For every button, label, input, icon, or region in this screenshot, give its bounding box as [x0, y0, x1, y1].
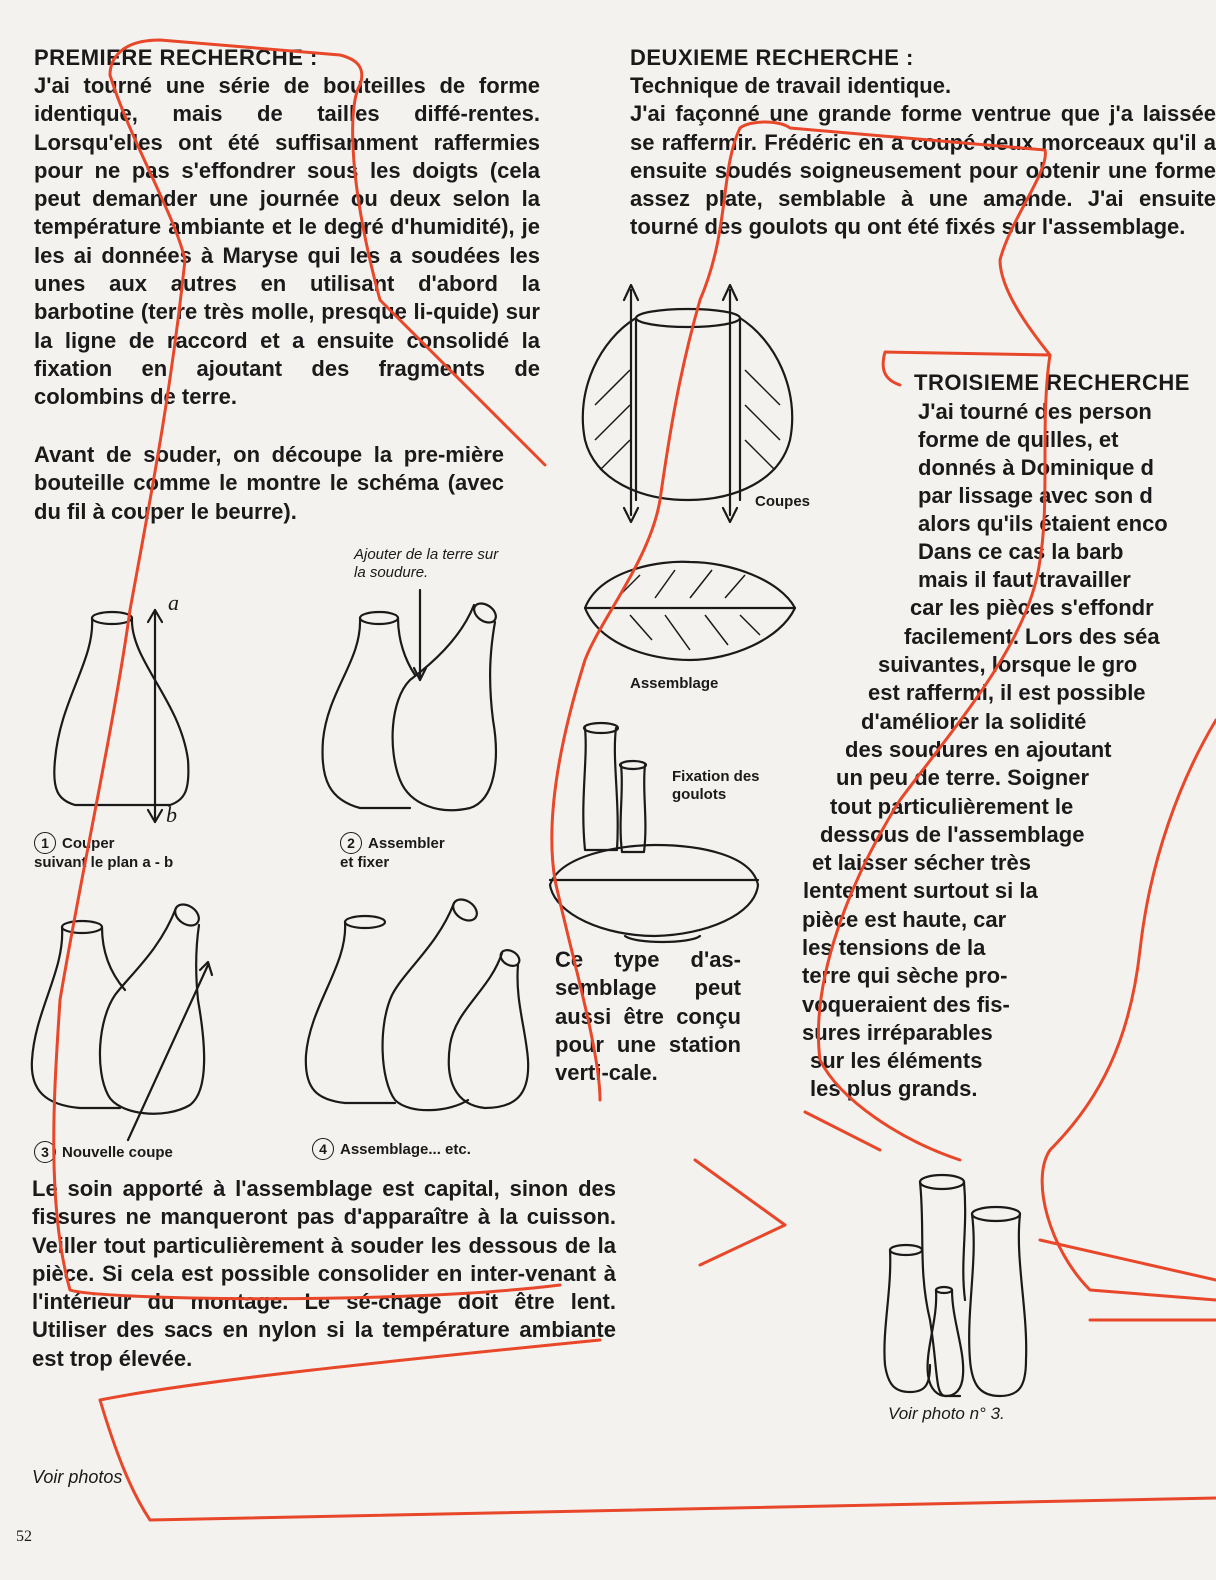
section3-line: sures irréparables: [802, 1020, 993, 1045]
section3-line: J'ai tourné des person: [918, 399, 1152, 424]
bottle-drawing-step2: [322, 590, 499, 810]
section2-paragraph1: J'ai façonné une grande forme ventrue que j'a laissée se raffermir. Frédéric en a coupé deux morceaux qu'il a ensuite soudés soigneusement pour obtenir une forme assez plate, semblable à une amande. J'ai ensuite tourné des goulots qu ont été fixés sur l'assemblage.: [630, 101, 1216, 240]
section3-line: alors qu'ils étaient enco: [918, 511, 1168, 536]
section3-line: sur les éléments: [810, 1048, 983, 1073]
section2-subtitle: Technique de travail identique.: [630, 73, 952, 98]
section3-line: un peu de terre. Soigner: [836, 765, 1090, 790]
red-annotation-overlay: [54, 40, 1216, 1520]
label-b: b: [166, 802, 177, 827]
section3-line: voqueraient des fis-: [802, 992, 1010, 1017]
section3-line: les plus grands.: [810, 1076, 978, 1101]
section1-title: PREMIERE RECHERCHE :: [34, 45, 318, 70]
section3-line: par lissage avec son d: [918, 483, 1153, 508]
label-a: a: [168, 590, 179, 615]
step-2-label: Assembler: [368, 835, 445, 852]
step-4-label: Assemblage... etc.: [340, 1141, 471, 1158]
label-assemblage: Assemblage: [630, 675, 719, 692]
section1-paragraph2: Avant de souder, on découpe la pre-mière bouteille comme le montre le schéma (avec du fil à couper le beurre).: [34, 442, 504, 524]
section3-line: facilement. Lors des séa: [904, 624, 1160, 649]
section3-line: pièce est haute, car: [802, 907, 1007, 932]
section3-line: suivantes, lorsque le gro: [878, 652, 1138, 677]
section3-line: forme de quilles, et: [918, 427, 1119, 452]
section3-line: donnés à Dominique d: [918, 455, 1154, 480]
section3-line: lentement surtout si la: [803, 878, 1038, 903]
step-3-number: 3: [34, 1141, 56, 1163]
step-2-number: 2: [340, 832, 362, 854]
step-4-number: 4: [312, 1138, 334, 1160]
section3-line: Dans ce cas la barb: [918, 539, 1124, 564]
section3-line: est raffermi, il est possible: [868, 680, 1146, 705]
label-fixation-goulots: Fixation des goulots: [672, 768, 760, 803]
section3-line: d'améliorer la solidité: [861, 709, 1087, 734]
section3-line: mais il faut travailler: [918, 567, 1131, 592]
vessel-cross-section-drawing: [583, 285, 792, 522]
note-add-clay: Ajouter de la terre sur la soudure.: [354, 546, 499, 581]
step-1-number: 1: [34, 832, 56, 854]
section3-line: les tensions de la: [802, 935, 986, 960]
necks-fixation-drawing: [550, 723, 758, 942]
section2-title: DEUXIEME RECHERCHE :: [630, 45, 914, 70]
section2-paragraph2: Ce type d'as-semblage peut aussi être conçu pour une station verti-cale.: [555, 947, 741, 1086]
page-number: 52: [16, 1528, 32, 1545]
section1-paragraph1: J'ai tourné une série de bouteilles de forme identique, mais de tailles diffé-rentes. Lorsqu'elles ont été suffisamment raffermies pour ne pas s'effondrer sous les doigts (cela peut demander une journée ou deux selon la température ambiante et le degré d'humidité), je les ai données à Maryse qui les a soudées les unes aux autres en utilisant d'abord la barbotine (terre très molle, presque li-quide) sur la ligne de raccord et a ensuite consolidé la fixation en ajoutant des fragments de colombins de terre.: [34, 73, 540, 410]
section3-line: tout particulièrement le: [830, 794, 1074, 819]
section3-line: des soudures en ajoutant: [845, 737, 1112, 762]
section3-line: car les pièces s'effondr: [910, 595, 1154, 620]
step-1-label: Couper: [62, 835, 115, 852]
section3-title: TROISIEME RECHERCHE: [914, 370, 1190, 395]
bottle-drawing-step1: [54, 590, 188, 827]
almond-assembly-drawing: [585, 562, 795, 660]
bottle-drawing-step4: [306, 895, 528, 1110]
label-coupes: Coupes: [755, 493, 811, 510]
tall-vessels-drawing: [884, 1175, 1026, 1396]
section3-line: terre qui sèche pro-: [802, 963, 1008, 988]
step-2-sub: et fixer: [340, 854, 390, 871]
section1-paragraph3: Le soin apporté à l'assemblage est capital, sinon des fissures ne manqueront pas d'apparaître à la cuisson. Veiller tout particulièrement à souder les dessous de la pièce. Si cela est possible consolider en inter-venant à l'intérieur du montage. Le sé-chage doit être lent. Utiliser des sacs en nylon si la température ambiante est trop élevée.: [32, 1176, 616, 1371]
step-3-label: Nouvelle coupe: [62, 1144, 173, 1161]
step-1-sub: suivant le plan a - b: [34, 854, 174, 871]
section3-line: dessous de l'assemblage: [820, 822, 1085, 847]
see-photos-caption: Voir photos: [32, 1467, 123, 1487]
photo-3-caption: Voir photo n° 3.: [888, 1404, 1005, 1423]
section3-line: et laisser sécher très: [812, 850, 1031, 875]
